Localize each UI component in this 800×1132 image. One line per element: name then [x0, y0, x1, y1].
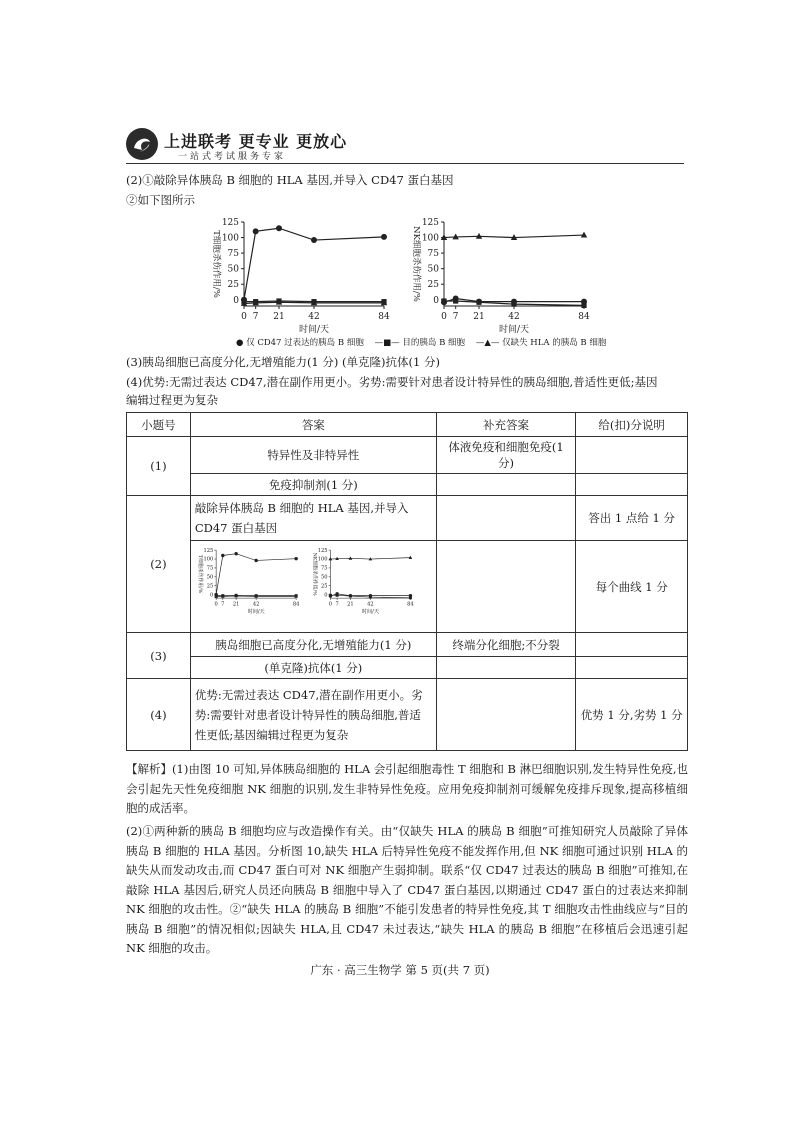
table-header: 答案 — [190, 413, 436, 437]
question-number: (4) — [127, 679, 191, 751]
legend-circle-icon: ● — [236, 338, 244, 348]
answer-cell: 特异性及非特异性 — [190, 437, 436, 474]
y-tick-label: 100 — [221, 233, 239, 244]
supplement-cell — [436, 541, 576, 633]
question-number: (3) — [127, 633, 191, 679]
x-tick-label: 21 — [232, 601, 240, 608]
y-tick-label: 25 — [320, 583, 328, 590]
table-row — [127, 657, 688, 679]
chart-nk-cell — [411, 218, 590, 335]
x-tick-label: 84 — [378, 312, 390, 322]
score-note-cell — [576, 657, 688, 679]
table-header: 小题号 — [127, 413, 191, 437]
x-axis-label: 时间/天 — [298, 325, 330, 335]
table-header-row — [127, 413, 688, 437]
y-tick-label: 0 — [209, 592, 214, 599]
y-tick-label: 75 — [320, 565, 328, 572]
x-tick-label: 84 — [578, 312, 590, 322]
scoring-table — [126, 412, 688, 751]
supplement-cell — [436, 679, 576, 751]
chart-t-cell — [211, 218, 390, 335]
y-tick-label: 100 — [203, 556, 214, 563]
x-tick-label: 0 — [441, 312, 447, 322]
y-tick-label: 50 — [320, 574, 328, 581]
answer-q4-a: (4)优势:无需过表达 CD47,潜在副作用更小。劣势:需要针对患者设计特异性的胰岛细胞,普适性更低;基因 — [126, 375, 658, 389]
answer-q2-2: ②如下图所示 — [126, 193, 195, 207]
data-point-circle — [381, 234, 387, 240]
y-tick-label: 125 — [421, 218, 439, 228]
table-header: 补充答案 — [436, 413, 576, 437]
y-tick-label: 50 — [427, 264, 439, 275]
figure-charts — [200, 210, 620, 350]
legend-square-icon: —■— — [374, 338, 400, 348]
data-point-circle — [234, 552, 237, 555]
y-tick-label: 0 — [233, 295, 239, 306]
supplement-cell: 体液免疫和细胞免疫(1 分) — [436, 437, 576, 474]
data-point-square — [369, 596, 372, 599]
supplement-cell — [436, 496, 576, 541]
score-note-cell — [576, 474, 688, 496]
y-axis-label: T细胞杀伤作用/% — [196, 554, 203, 594]
x-tick-label: 21 — [273, 312, 285, 322]
header-rule — [126, 163, 684, 164]
answer-cell: 优势:无需过表达 CD47,潜在副作用更小。劣势:需要针对患者设计特异性的胰岛细胞,普适性更低;基因编辑过程更为复杂 — [190, 679, 436, 751]
table-row — [127, 633, 688, 657]
answer-q4-b: 编辑过程更为复杂 — [126, 393, 218, 407]
data-point-square — [409, 596, 412, 599]
x-tick-label: 7 — [335, 601, 339, 608]
answer-cell: 敲除异体胰岛 B 细胞的 HLA 基因,并导入 CD47 蛋白基因 — [190, 496, 436, 541]
y-tick-label: 125 — [317, 547, 328, 554]
y-axis-label: NK细胞杀伤作用/% — [311, 552, 318, 596]
brand-tagline: 一站式考试服务专家 — [178, 152, 287, 162]
legend-triangle-icon: —▲— — [475, 338, 500, 348]
y-tick-label: 25 — [227, 280, 239, 291]
score-note-cell: 优势 1 分,劣势 1 分 — [576, 679, 688, 751]
y-tick-label: 100 — [317, 556, 328, 563]
answer-chart-cell — [190, 541, 436, 633]
y-tick-label: 75 — [206, 565, 214, 572]
data-point-circle — [254, 559, 257, 562]
page-footer: 广东 · 高三生物学 第 5 页(共 7 页) — [310, 963, 490, 977]
y-axis-label: NK细胞杀伤作用/% — [411, 226, 421, 302]
x-tick-label: 42 — [508, 312, 520, 322]
legend-series-1: 仅 CD47 过表达的胰岛 B 细胞 — [246, 338, 364, 348]
x-axis-label: 时间/天 — [361, 609, 379, 615]
x-axis-label: 时间/天 — [498, 325, 530, 335]
table-row — [127, 496, 688, 541]
answer-q2-1: (2)①敲除异体胰岛 B 细胞的 HLA 基因,并导入 CD47 蛋白基因 — [126, 173, 454, 187]
data-point-square — [476, 300, 481, 305]
data-point-square — [511, 302, 516, 307]
x-tick-label: 7 — [252, 312, 259, 322]
y-tick-label: 50 — [227, 264, 239, 275]
table-header: 给(扣)分说明 — [576, 413, 688, 437]
answer-cell: (单克隆)抗体(1 分) — [190, 657, 436, 679]
data-point-circle — [253, 228, 259, 234]
question-number: (2) — [127, 496, 191, 633]
data-point-circle — [311, 237, 317, 243]
x-tick-label: 0 — [241, 312, 247, 322]
analysis-paragraph-2: (2)①两种新的胰岛 B 细胞均应与改造操作有关。由“仅缺失 HLA 的胰岛 B 细胞”可推知研究人员敲除了异体胰岛 B 细胞的 HLA 基因。分析图 10,缺失 HLA 后特异性免疫不能发挥作用,但 NK 细胞可通过识别 HLA 的缺失从而发动攻击,而 CD47 蛋白可对 NK 细胞产生弱抑制。联系“仅 CD47 过表达的胰岛 B 细胞”可推知,在敲除 HLA 基因后,研究人员还向胰岛 B 细胞中导入了 CD47 蛋白基因,以期通过 CD47 蛋白的过表达来抑制 NK 细胞的攻击性。②“缺失 HLA 的胰岛 B 细胞”不能引发患者的特异性免疫,其 T 细胞攻击性曲线应与“目的胰岛 B 细胞”的情况相似;因缺失 HLA,且 CD47 未过表达,“缺失 HLA 的胰岛 B 细胞”在移植后会迅速引起 NK 细胞的攻击。 — [126, 824, 688, 955]
data-point-square — [453, 298, 458, 303]
x-tick-label: 84 — [406, 601, 414, 608]
data-point-square — [329, 594, 332, 597]
y-tick-label: 50 — [206, 574, 214, 581]
y-tick-label: 125 — [203, 547, 214, 554]
data-point-circle — [294, 557, 297, 560]
y-tick-label: 25 — [206, 583, 214, 590]
figure-legend — [236, 336, 676, 348]
legend-series-3: 仅缺失 HLA 的胰岛 B 细胞 — [502, 338, 607, 348]
data-point-square — [581, 303, 586, 308]
y-axis-label: T细胞杀伤作用/% — [211, 230, 221, 298]
data-point-square — [441, 298, 446, 303]
supplement-cell — [436, 657, 576, 679]
data-point-square — [349, 595, 352, 598]
y-tick-label: 25 — [427, 280, 439, 291]
brand-title: 上进联考 更专业 更放心 — [164, 132, 348, 151]
header-logo — [126, 128, 546, 164]
x-tick-label: 42 — [366, 601, 374, 608]
x-tick-label: 7 — [452, 312, 459, 322]
supplement-cell — [436, 474, 576, 496]
y-tick-label: 100 — [421, 233, 439, 244]
answer-cell: 胰岛细胞已高度分化,无增殖能力(1 分) — [190, 633, 436, 657]
x-tick-label: 42 — [308, 312, 320, 322]
x-tick-label: 84 — [292, 601, 300, 608]
x-tick-label: 0 — [328, 601, 332, 608]
y-tick-label: 75 — [427, 249, 439, 260]
x-axis-label: 时间/天 — [247, 609, 265, 615]
y-tick-label: 75 — [227, 249, 239, 260]
table-row — [127, 474, 688, 496]
supplement-cell: 终端分化细胞;不分裂 — [436, 633, 576, 657]
table-row — [127, 679, 688, 751]
x-tick-label: 21 — [473, 312, 485, 322]
legend-series-2: 目的胰岛 B 细胞 — [402, 338, 466, 348]
figure-charts-small — [191, 541, 431, 629]
y-tick-label: 0 — [324, 592, 328, 599]
data-point-square — [335, 594, 338, 597]
x-tick-label: 7 — [221, 601, 225, 608]
table-row — [127, 541, 688, 633]
brand-logo-icon — [126, 128, 158, 160]
answer-q3: (3)胰岛细胞已高度分化,无增殖能力(1 分) (单克隆)抗体(1 分) — [126, 355, 440, 369]
x-tick-label: 21 — [346, 601, 354, 608]
x-tick-label: 42 — [252, 601, 260, 608]
data-point-circle — [276, 225, 282, 231]
score-note-cell: 每个曲线 1 分 — [576, 541, 688, 633]
table-row — [127, 437, 688, 474]
data-point-circle — [221, 554, 224, 557]
y-tick-label: 0 — [433, 295, 439, 306]
y-tick-label: 125 — [221, 218, 239, 228]
x-tick-label: 0 — [214, 601, 218, 608]
analysis-paragraph-1: 【解析】(1)由图 10 可知,异体胰岛细胞的 HLA 会引起细胞毒性 T 细胞和 B 淋巴细胞识别,发生特异性免疫,也会引起先天性免疫细胞 NK 细胞的识别,发生非特异性免疫。应用免疫抑制剂可缓解免疫排斥现象,提高移植细胞的成活率。 — [126, 762, 688, 815]
question-number: (1) — [127, 437, 191, 496]
score-note-cell: 答出 1 点给 1 分 — [576, 496, 688, 541]
answer-cell: 免疫抑制剂(1 分) — [190, 474, 436, 496]
score-note-cell — [576, 437, 688, 474]
score-note-cell — [576, 633, 688, 657]
